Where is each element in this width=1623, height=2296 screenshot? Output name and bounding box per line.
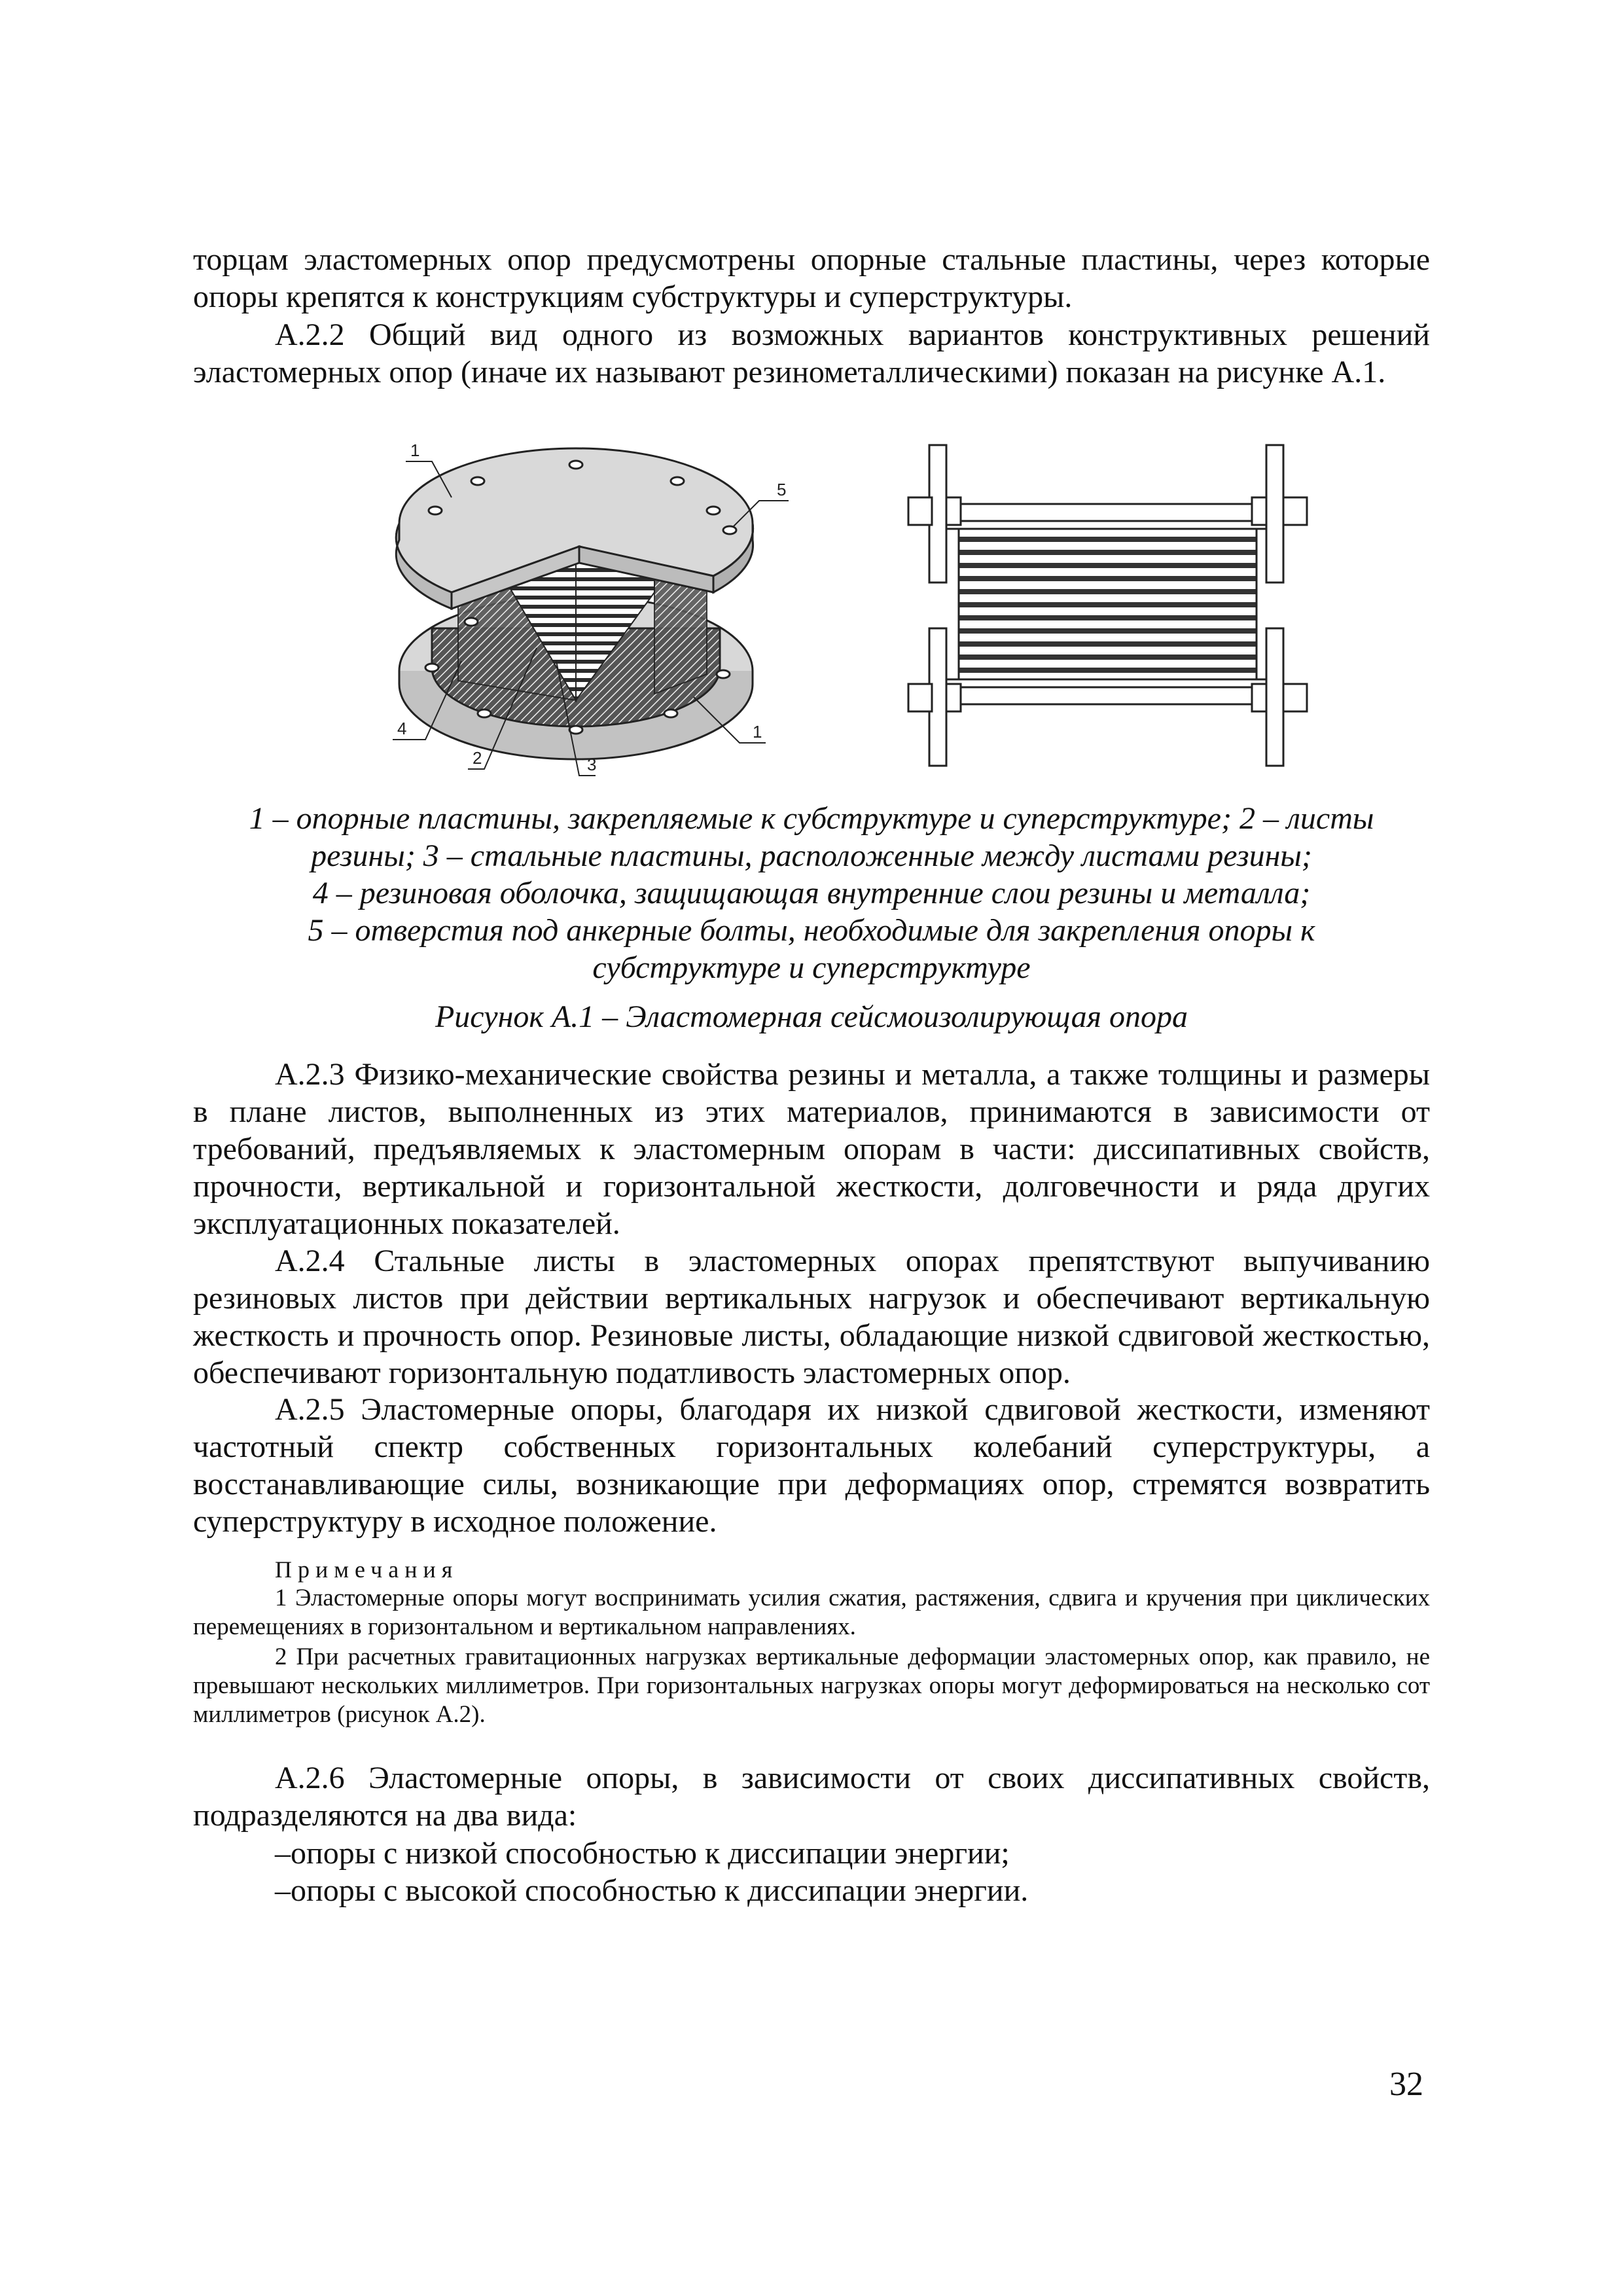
callout-1-bottom: 1 bbox=[753, 722, 762, 742]
legend-line-2: резины; 3 – стальные пластины, расположенные между листами резины; bbox=[311, 838, 1312, 873]
legend-line-3: 4 – резиновая оболочка, защищающая внутренние слои резины и металла; bbox=[312, 876, 1311, 910]
callout-4: 4 bbox=[397, 719, 407, 738]
list-item-2: –опоры с высокой способностью к диссипации энергии. bbox=[275, 1873, 1029, 1908]
paragraph-a223: А.2.3 Физико-механические свойства резины и металла, а также толщины и размеры в плане листов, выполненных из этих материалов, принимаются в зависимости от требований, предъявляемых к эластомерным опорам в части: диссипативных свойств, прочности, вертикальной и горизонтальной жесткости, долговечности и ряда других эксплуатационных показателей. bbox=[193, 1057, 1430, 1241]
legend-line-5: субструктуре и суперструктуре bbox=[592, 950, 1031, 985]
figure-elastomeric-bearing bbox=[0, 0, 1623, 812]
paragraph-a226: А.2.6 Эластомерные опоры, в зависимости от своих диссипативных свойств, подразделяются на два вида: bbox=[193, 1761, 1430, 1833]
callout-5: 5 bbox=[777, 480, 787, 499]
paragraph-intro: торцам эластомерных опор предусмотрены опорные стальные пластины, через которые опоры крепятся к конструкциям субструктуры и суперструктуры. bbox=[193, 242, 1430, 314]
callout-2: 2 bbox=[473, 748, 482, 768]
note-1: 1 Эластомерные опоры могут воспринимать усилия сжатия, растяжения, сдвига и кручения при циклических перемещениях в горизонтальном и вертикальном направлениях. bbox=[193, 1585, 1430, 1640]
figure-title: Рисунок А.1 – Эластомерная сейсмоизолирующая опора bbox=[435, 999, 1188, 1034]
section-view-drawing bbox=[908, 445, 1307, 766]
callout-1-top: 1 bbox=[410, 440, 420, 460]
legend-line-1: 1 – опорные пластины, закрепляемые к субструктуре и суперструктуре; 2 – листы bbox=[249, 801, 1374, 836]
paragraph-a222: А.2.2 Общий вид одного из возможных вариантов конструктивных решений эластомерных опор (иначе их называют резинометаллическими) показан на рисунке А.1. bbox=[193, 317, 1430, 389]
paragraph-a224: А.2.4 Стальные листы в эластомерных опорах препятствуют выпучиванию резиновых листов при действии вертикальных нагрузок и обеспечивают вертикальную жесткость и прочность опор. Резиновые листы, обладающие низкой сдвиговой жесткостью, обеспечивают горизонтальную податливость эластомерных опор. bbox=[193, 1244, 1430, 1390]
page-number: 32 bbox=[1389, 2066, 1423, 2103]
paragraph-a225: А.2.5 Эластомерные опоры, благодаря их низкой сдвиговой жесткости, изменяют частотный спектр собственных горизонтальных колебаний суперструктуры, а восстанавливающие силы, возникающие при деформациях опор, стремятся возвратить суперструктуру в исходное положение. bbox=[193, 1392, 1430, 1539]
figure-legend bbox=[193, 800, 1430, 986]
iso-view-drawing bbox=[393, 440, 789, 776]
list-item-1: –опоры с низкой способностью к диссипации энергии; bbox=[275, 1836, 1010, 1871]
legend-line-4: 5 – отверстия под анкерные болты, необходимые для закрепления опоры к bbox=[308, 913, 1315, 948]
callout-3: 3 bbox=[587, 755, 597, 774]
notes-heading: Примечания bbox=[275, 1556, 459, 1583]
note-2: 2 При расчетных гравитационных нагрузках вертикальные деформации эластомерных опор, как правило, не превышают нескольких миллиметров. При горизонтальных нагрузках опоры могут деформироваться на несколько сот миллиметров (рисунок А.2). bbox=[193, 1643, 1430, 1728]
